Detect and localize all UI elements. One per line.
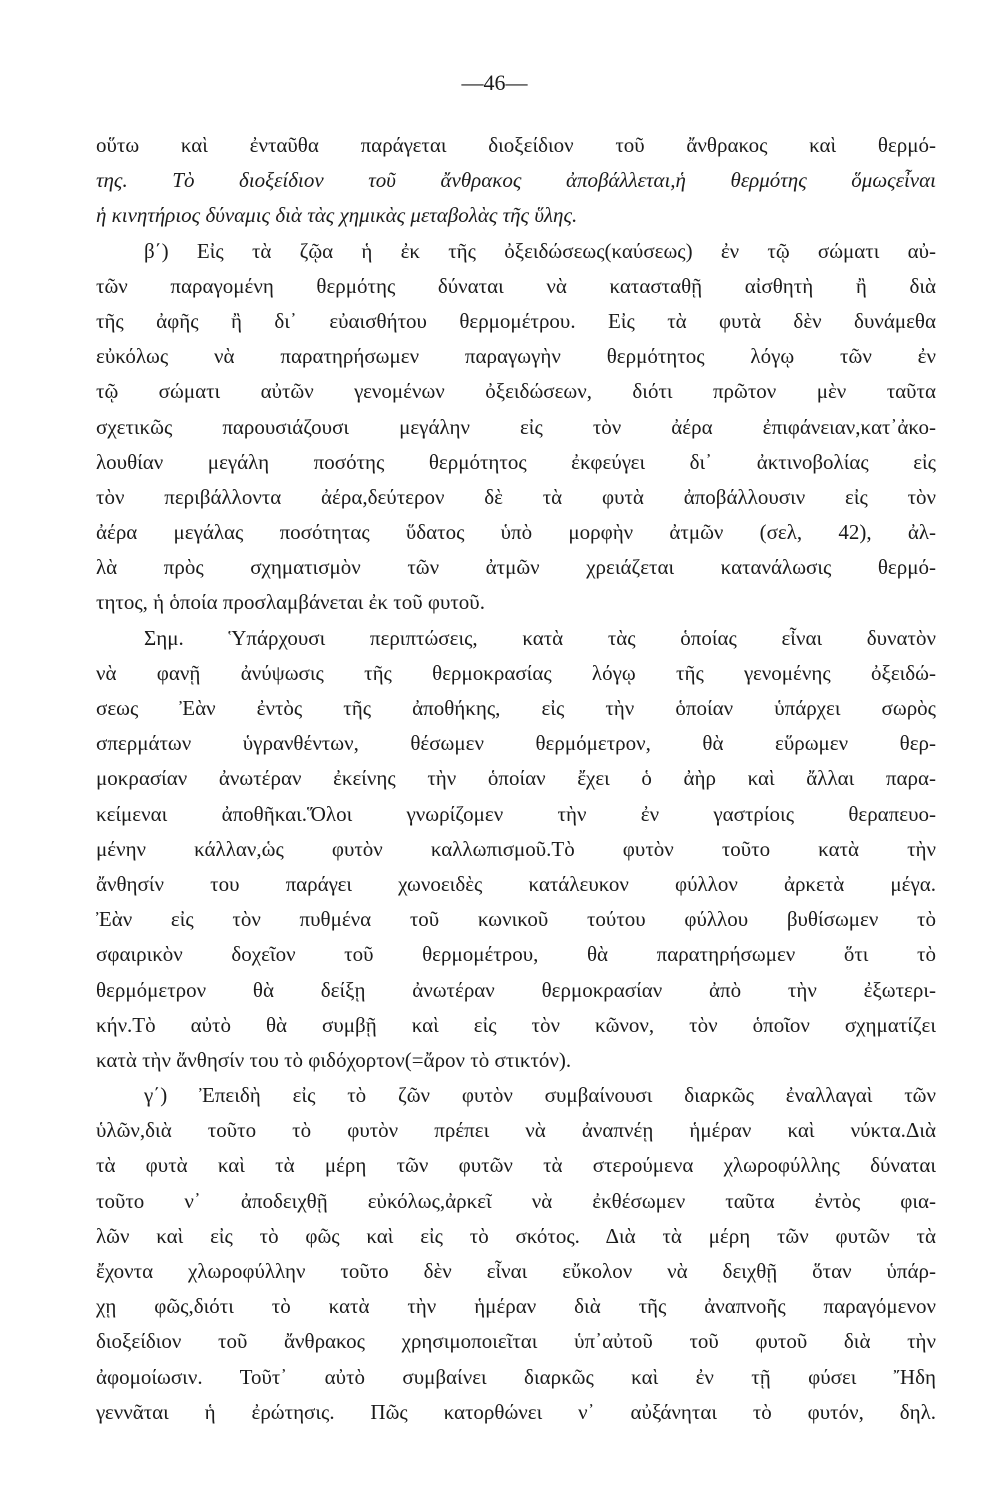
text-line: ἄνθησίν του παράγει χωνοειδὲς κατάλευκον φύλλον ἀρκετὰ μέγα. bbox=[96, 871, 936, 896]
text-line: διοξείδιον τοῦ ἄνθρακος χρησιμοποιεῖται ὑπ᾽αὐτοῦ τοῦ φυτοῦ διὰ τὴν bbox=[96, 1329, 936, 1354]
text-line: γεννᾶται ἡ ἐρώτησις. Πῶς κατορθώνει ν᾽ αὐξάνηται τὸ φυτόν, δηλ. bbox=[96, 1399, 936, 1424]
text-line: τοῦτο ν᾽ ἀποδειχθῇ εὐκόλως,ἀρκεῖ νὰ ἐκθέσωμεν ταῦτα ἐντὸς φια- bbox=[96, 1188, 936, 1213]
text-line: κήν.Τὸ αὐτὸ θὰ συμβῇ καὶ εἰς τὸν κῶνον, τὸν ὁποῖον σχηματίζει bbox=[96, 1012, 936, 1037]
text-line: ἀφομοίωσιν. Τοῦτ᾽ αὐτὸ συμβαίνει διαρκῶς καὶ ἐν τῇ φύσει Ἤδη bbox=[96, 1364, 936, 1389]
text-line: νὰ φανῇ ἀνύψωσις τῆς θερμοκρασίας λόγῳ τῆς γενομένης ὀξειδώ- bbox=[96, 660, 936, 685]
text-line: τῆς ἀφῆς ἢ δι᾽ εὐαισθήτου θερμομέτρου. Εἰς τὰ φυτὰ δὲν δυνάμεθα bbox=[96, 308, 936, 333]
text-line: ὑλῶν,διὰ τοῦτο τὸ φυτὸν πρέπει νὰ ἀναπνέῃ ἡμέραν καὶ νύκτα.Διὰ bbox=[96, 1118, 936, 1143]
text-line: Σημ. Ὑπάρχουσι περιπτώσεις, κατὰ τὰς ὁποίας εἶναι δυνατὸν bbox=[144, 625, 936, 650]
text-line: τῷ σώματι αὐτῶν γενομένων ὀξειδώσεων, διότι πρῶτον μὲν ταῦτα bbox=[96, 379, 936, 404]
text-line: τὸν περιβάλλοντα ἀέρα,δεύτερον δὲ τὰ φυτὰ ἀποβάλλουσιν εἰς τὸν bbox=[96, 484, 936, 509]
text-line: σχετικῶς παρουσιάζουσι μεγάλην εἰς τὸν ἀέρα ἐπιφάνειαν,κατ᾽ἀκο- bbox=[96, 414, 936, 439]
text-line: γ΄) Ἐπειδὴ εἰς τὸ ζῶν φυτὸν συμβαίνουσι διαρκῶς ἐναλλαγαὶ τῶν bbox=[144, 1083, 936, 1108]
body-text bbox=[96, 128, 936, 1430]
text-line: κείμεναι ἀποθῆκαι.Ὅλοι γνωρίζομεν τὴν ἐν γαστρίοις θεραπευο- bbox=[96, 801, 936, 826]
text-line: σφαιρικὸν δοχεῖον τοῦ θερμομέτρου, θὰ παρατηρήσωμεν ὅτι τὸ bbox=[96, 942, 936, 967]
text-line: εὐκόλως νὰ παρατηρήσωμεν παραγωγὴν θερμότητος λόγῳ τῶν ἐν bbox=[96, 344, 936, 369]
text-line: θερμόμετρον θὰ δείξῃ ἀνωτέραν θερμοκρασίαν ἀπὸ τὴν ἐξωτερι- bbox=[96, 977, 936, 1002]
text-line: σπερμάτων ὑγρανθέντων, θέσωμεν θερμόμετρον, θὰ εὕρωμεν θερ- bbox=[96, 731, 936, 756]
text-line: λουθίαν μεγάλη ποσότης θερμότητος ἐκφεύγει δι᾽ ἀκτινοβολίας εἰς bbox=[96, 449, 936, 474]
text-line: οὕτω καὶ ἐνταῦθα παράγεται διοξείδιον τοῦ ἄνθρακος καὶ θερμό- bbox=[96, 133, 936, 157]
text-line: τῶν παραγομένη θερμότης δύναται νὰ κατασταθῇ αἰσθητὴ ἢ διὰ bbox=[96, 273, 936, 298]
text-line: μοκρασίαν ἀνωτέραν ἐκείνης τὴν ὁποίαν ἔχει ὁ ἀὴρ καὶ ἄλλαι παρα- bbox=[96, 766, 936, 791]
text-line: κατὰ τὴν ἄνθησίν του τὸ φιδόχορτον(=ἄρον τὸ στικτόν). bbox=[96, 1047, 572, 1072]
text-line: σεως Ἐὰν ἐντὸς τῆς ἀποθήκης, εἰς τὴν ὁποίαν ὑπάρχει σωρὸς bbox=[96, 696, 936, 720]
text-line: ἡ κινητήριος δύναμις διὰ τὰς χημικὰς μεταβολὰς τῆς ὕλης. bbox=[96, 203, 578, 228]
text-line: χῃ φῶς,διότι τὸ κατὰ τὴν ἡμέραν διὰ τῆς ἀναπνοῆς παραγόμενον bbox=[96, 1294, 936, 1319]
text-line: λὰ πρὸς σχηματισμὸν τῶν ἀτμῶν χρειάζεται κατανάλωσις θερμό- bbox=[96, 555, 936, 580]
text-line: ἀέρα μεγάλας ποσότητας ὕδατος ὑπὸ μορφὴν ἀτμῶν (σελ, 42), ἀλ- bbox=[96, 520, 936, 545]
text-line: β΄) Εἰς τὰ ζῷα ἡ ἐκ τῆς ὀξειδώσεως(καύσεως) ἐν τῷ σώματι αὐ- bbox=[144, 238, 936, 263]
text-line: Ἐὰν εἰς τὸν πυθμένα τοῦ κωνικοῦ τούτου φύλλου βυθίσωμεν τὸ bbox=[96, 907, 936, 932]
text-line: τητος, ἡ ὁποία προσλαμβάνεται ἐκ τοῦ φυτοῦ. bbox=[96, 590, 485, 615]
text-line: λῶν καὶ εἰς τὸ φῶς καὶ εἰς τὸ σκότος. Διὰ τὰ μέρη τῶν φυτῶν τὰ bbox=[96, 1223, 936, 1248]
text-line: μένην κάλλαν,ὡς φυτὸν καλλωπισμοῦ.Τὸ φυτὸν τοῦτο κατὰ τὴν bbox=[96, 836, 936, 861]
page-number: —46— bbox=[461, 70, 528, 95]
text-line: τὰ φυτὰ καὶ τὰ μέρη τῶν φυτῶν τὰ στερούμενα χλωροφύλλης δύναται bbox=[96, 1153, 936, 1178]
text-line: ἔχοντα χλωροφύλλην τοῦτο δὲν εἶναι εὔκολον νὰ δειχθῇ ὅταν ὑπάρ- bbox=[96, 1259, 936, 1283]
text-line: της. Τὸ διοξείδιον τοῦ ἄνθρακος ἀποβάλλεται,ἡ θερμότης ὅμωςεἶναι bbox=[96, 168, 936, 193]
